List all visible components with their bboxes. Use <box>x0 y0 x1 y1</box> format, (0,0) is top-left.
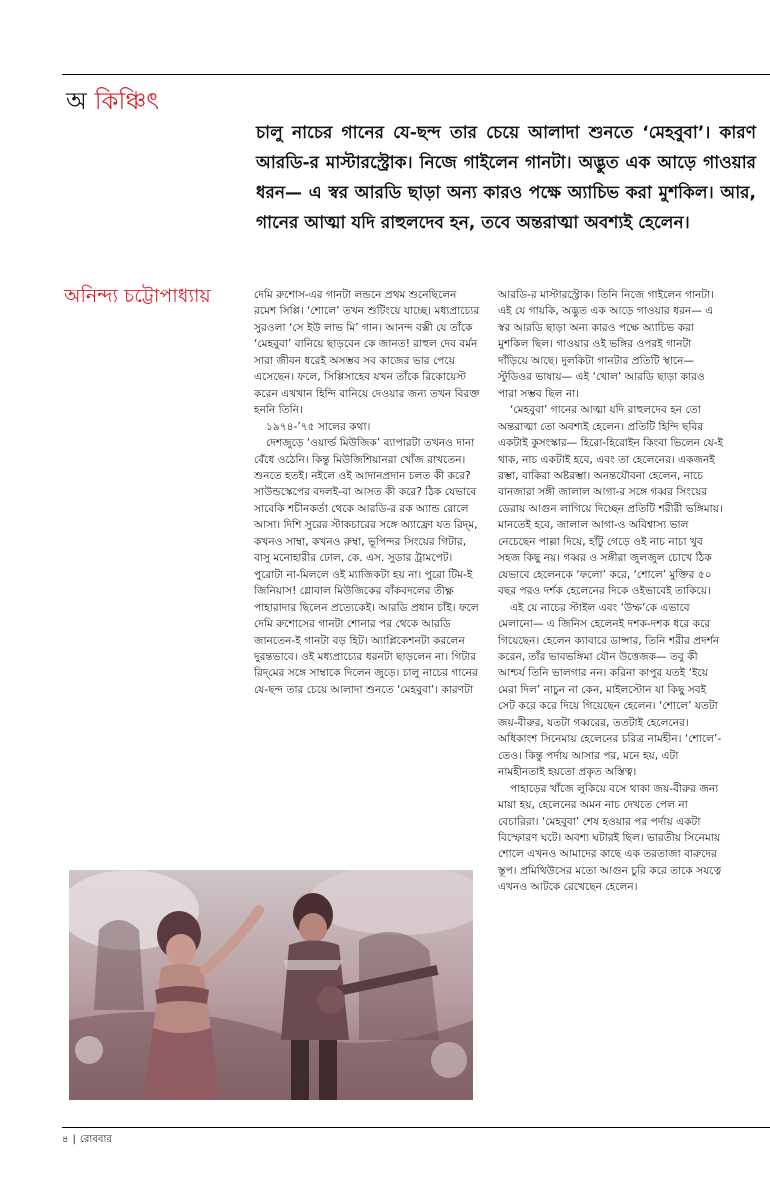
footer-separator: | <box>72 1134 76 1145</box>
section-name: কিঞ্চিৎ <box>94 87 160 115</box>
paragraph: আরডি-র মাস্টারস্ট্রোক। তিনি নিজে গাইলেন গানটা। এই যে গায়কি, অদ্ভুত এক আড়ে গাওয়ার ধরন— এ স্বর আরডি ছাড়া অন্য কারও পক্ষে অ্যাচিভ করা মুশকিল ছিল। গাওয়ার ওই ভঙ্গির ওপরই গানটা দাঁড়িয়ে আছে। দুলকিটা গানটার প্রতিটি স্থানে— স্টুডিওর ভাষায়— এই ‘খোল’ আরডি ছাড়া কারও পারা সম্ভব ছিল না। <box>498 289 714 400</box>
film-still-photo <box>69 870 473 1100</box>
section-prefix: অ <box>66 87 87 115</box>
top-rule <box>62 74 770 75</box>
page-number: ৪ <box>62 1134 69 1145</box>
paragraph: ‘মেহবুবা’ গানের আত্মা যদি রাহুলদেব হন তো অন্তরাত্মা তো অবশ্যই হেলেন। প্রতিটি হিন্দি ছবির একটাই কুসংস্কার— হিরো-হিরোইন কিংবা ভিলেন যে-ই থাক, নাচ একটাই হবে, এবং তা হেলেনের। একজনই রম্ভা, বাকিরা অষ্টরম্ভা। অনন্তযৌবনা হেলেন, নাচে বানজারা সঙ্গী জালাল আগা-র সঙ্গে গব্বর সিংয়ের ডেরায় আগুন লাগিয়ে দিচ্ছেন প্রতিটি শরীরী ভঙ্গিমায়। মানতেই হবে, জালাল আগা-ও অবিশ্বাস্য ভাল নেচেছেন পাল্লা দিয়ে, হাঁটু গেড়ে ওই নাচ নাচা খুব সহজ কিছু নয়। গব্বর ও সঙ্গীরা জুলজুল চোখে ঠিক যেভাবে হেলেনকে ‘ফলো’ করে, ‘শোলে’ মুক্তির ৫০ বছর পরও দর্শক হেলেনের দিকে ওইভাবেই তাকিয়ে। <box>498 404 724 598</box>
page-footer <box>62 1132 112 1149</box>
paragraph: দেমি রুশোস-এর গানটা লন্ডনে প্রথম শুনেছিলেন রমেশ সিপ্পি। ‘শোলে’ তখন শুটিংয়ে যাচ্ছে। মধ্যপ্রাচ্যের সুরওলা ‘সে ইউ লাভ মি’ গান। আনন্দ বক্সী যে তাঁকে ‘মেহবুবা’ বানিয়ে ছাড়বেন কে জানত! রাহুল দেব বর্মন সারা জীবন ধরেই অসম্ভব সব কাজের ভার পেয়ে এসেছেন। ফলে, সিপ্পিসাহেব যখন তাঁকে রিকোয়েস্ট করেন এখখান হিন্দি বানিয়ে দেওয়ার জন্য তখন বিরক্ত হননি তিনি। <box>254 289 480 417</box>
article-column-2 <box>498 287 724 896</box>
paragraph: দেশজুড়ে ‘ওয়ার্ল্ড মিউজিক’ ব্যাপারটা তখনও দানা বেঁধে ওঠেনি। কিন্তু মিউজিশিয়ানরা খোঁজ রাখতেন। শুনতে হতই। নইলে ওই আদানপ্রদান চলত কী করে? সাউন্ডস্কেপের বদলই-বা আসত কী করে? ঠিক যেভাবে সাবেকি শচীনকর্তা থেকে আরডি-র রক অ্যান্ড রোলে আসা। দিশি সুরের স্টাকচারের সঙ্গে অ্যাফ্রো যত রিদ্‌ম, কখনও সাম্বা, কখনও রুম্বা, ভূপিন্দর সিংয়ের গিটার, বাসু মনোহারীর ঢোল, কে. এস. সুডার ট্রামপেট। পুরোটা না-মিললে ওই ম্যাজিকটা হয় না। পুরো টিম-ই জিনিয়াস! গ্লোবাল মিউজিকের বাঁকবদলের তীক্ষ্ণ পাহারাদার ছিলেন প্রত্যেকেই। আরডি প্রধান চাঁই। ফলে দেমি রুশোসের গানটা শোনার পর থেকে আরডি জানতেন-ই গানটা বড় হিট। অ্যাপ্লিকেশনটা করলেন দুরন্তভাবে। ওই মধ্যপ্রাচ্যের ধরনটা ছাড়লেন না। গিটার রিদ্‌মের সঙ্গে সাম্বাকে দিলেন জুড়ে। চালু নাচের গানের যে-ছন্দ তার চেয়ে আলাদা শুনতে ‘মেহবুবা’। কারণটা <box>254 437 479 696</box>
paragraph: এই যে নাচের স্টাইল এবং ‘উম্ফ’কে এভাবে মেলানো— এ জিনিস হেলেনই দশক-দশক ধরে করে গিয়েছেন। হেলেন ক্যাবারে ডান্সার, তিনি শরীর প্রদর্শন করেন, তাঁর ভাবভঙ্গিমা যৌন উত্তেজক— তবু কী আশ্চর্য তিনি ভালগার নন। করিনা কাপুর যতই ‘ইয়ে মেরা দিল’ নাচুন না কেন, মাইলস্টোন যা কিছু সবই সেট করে করে দিয়ে গিয়েছেন হেলেন। ‘শোলে’ যতটা জয়-বীরুর, যতটা গব্বরের, ততটাই হেলেনের। অধিকাংশ সিনেমায় হেলেনের চরিত্র নামহীন। ‘শোলে’-তেও। কিন্তু পর্দায় আসার পর, মনে হয়, এটা নামহীনতাই হয়তো প্রকৃত অস্তিত্ব। <box>498 601 722 779</box>
section-tag <box>66 86 159 116</box>
bottom-rule <box>62 1127 770 1128</box>
lede-paragraph: চালু নাচের গানের যে-ছন্দ তার চেয়ে আলাদা শুনতে ‘মেহবুবা’। কারণ আরডি-র মাস্টারস্ট্রোক। নিজে গাইলেন গানটা। অদ্ভুত এক আড়ে গাওয়ার ধরন— এ স্বর আরডি ছাড়া অন্য কারও পক্ষে অ্যাচিভ করা মুশকিল। আর, গানের আত্মা যদি রাহুলদেব হন, তবে অন্তরাত্মা অবশ্যই হেলেন। <box>256 123 756 233</box>
byline: অনিন্দ্য চট্টোপাধ্যায় <box>64 285 211 307</box>
paragraph: ১৯৭৪-’৭৫ সালের কথা। <box>266 420 371 433</box>
paragraph: পাহাড়ের খাঁজে লুকিয়ে বসে থাকা জয়-বীরুর জন্য মায়া হয়, হেলেনের অমন নাচ দেখতে পেল না বেচারিরা। ‘মেহবুবা’ শেষ হওয়ার পর পর্দায় একটা বিস্ফোরণ ঘটে। অবশ্য ঘটারই ছিল। ভারতীয় সিনেমায় শোলে এখনও আমাদের কাছে এক তরতাজা বারুদের স্তূপ। প্রমিথিউসের মতো আগুন চুরি করে তাকে সযত্নে এখনও আটকে রেখেছেন হেলেন। <box>498 782 722 894</box>
publication-name: রোববার <box>79 1134 112 1145</box>
article-column-1 <box>254 287 480 698</box>
